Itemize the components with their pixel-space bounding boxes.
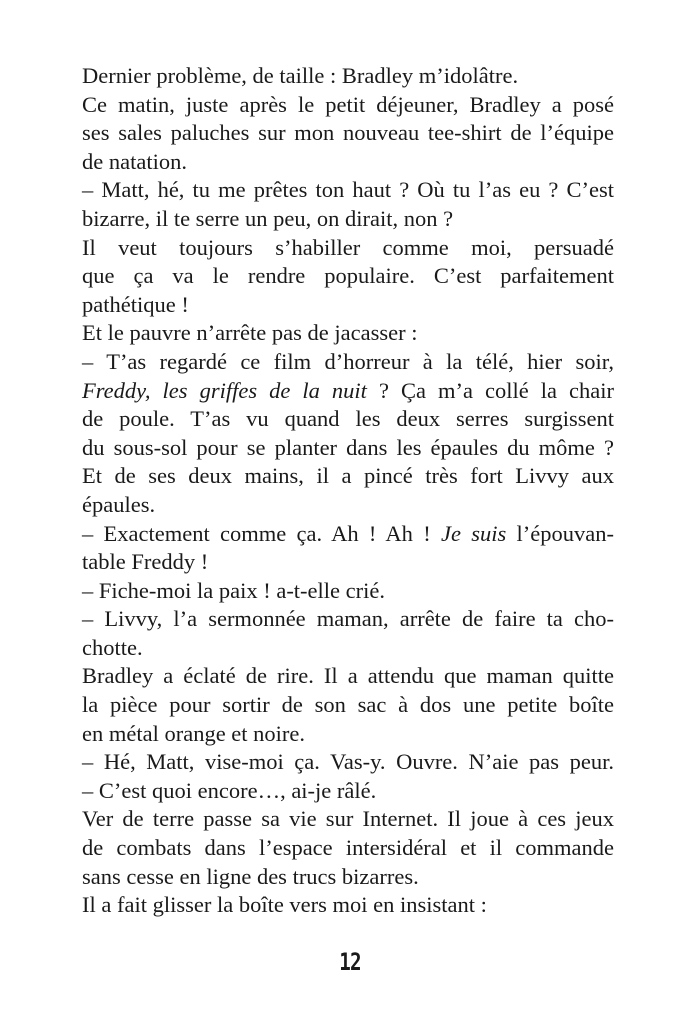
text-line: – C’est quoi encore…, ai-je râlé. [82, 777, 377, 803]
text-line: ses sales paluches sur mon nouveau tee-shirt de l’équipe [82, 120, 614, 146]
page-body-text [82, 62, 614, 920]
page-number: 12 [339, 948, 361, 976]
text-fragment: l’épouvan- [506, 520, 614, 546]
text-line: Il a fait glisser la boîte vers moi en insistant : [82, 892, 487, 918]
text-line: bizarre, il te serre un peu, on dirait, non ? [82, 205, 454, 231]
text-line: de combats dans l’espace intersidéral et il commande [82, 835, 614, 861]
text-line: chotte. [82, 634, 143, 660]
text-line [82, 377, 614, 406]
text-line: – Hé, Matt, vise-moi ça. Vas-y. Ouvre. N’aie pas peur. [82, 749, 614, 775]
text-line: Et de ses deux mains, il a pincé très fort Livvy aux [82, 463, 614, 489]
text-line: de poule. T’as vu quand les deux serres surgissent [82, 406, 614, 432]
film-title: Freddy, les griffes de la nuit [82, 377, 367, 403]
text-fragment: ? Ça m’a collé la chair [366, 377, 614, 403]
text-line: en métal orange et noire. [82, 720, 306, 746]
text-line: – T’as regardé ce film d’horreur à la télé, hier soir, [82, 348, 614, 374]
text-line: la pièce pour sortir de son sac à dos une petite boîte [82, 692, 614, 718]
text-line: Dernier problème, de taille : Bradley m’idolâtre. [82, 63, 519, 88]
text-line: – Matt, hé, tu me prêtes ton haut ? Où tu l’as eu ? C’est [82, 177, 614, 203]
text-line: – Livvy, l’a sermonnée maman, arrête de faire ta cho- [82, 606, 614, 632]
text-fragment: – Exactement comme ça. Ah ! Ah ! [82, 520, 441, 546]
text-line [82, 520, 614, 549]
text-line: du sous-sol pour se planter dans les épaules du môme ? [82, 434, 614, 460]
text-line: sans cesse en ligne des trucs bizarres. [82, 863, 419, 889]
text-line: – Fiche-moi la paix ! a-t-elle crié. [82, 577, 385, 603]
text-line: de natation. [82, 148, 187, 174]
text-line: pathétique ! [82, 291, 189, 317]
text-line: Ce matin, juste après le petit déjeuner, Bradley a posé [82, 91, 614, 117]
text-line: que ça va le rendre populaire. C’est parfaitement [82, 263, 614, 289]
text-line: Ver de terre passe sa vie sur Internet. Il joue à ces jeux [82, 806, 614, 832]
text-line: Il veut toujours s’habiller comme moi, persuadé [82, 234, 614, 260]
text-line: épaules. [82, 491, 156, 517]
text-line: Bradley a éclaté de rire. Il a attendu que maman quitte [82, 663, 614, 689]
text-line: Et le pauvre n’arrête pas de jacasser : [82, 320, 418, 346]
emphasis-text: Je suis [440, 520, 507, 546]
text-line: table Freddy ! [82, 549, 209, 575]
